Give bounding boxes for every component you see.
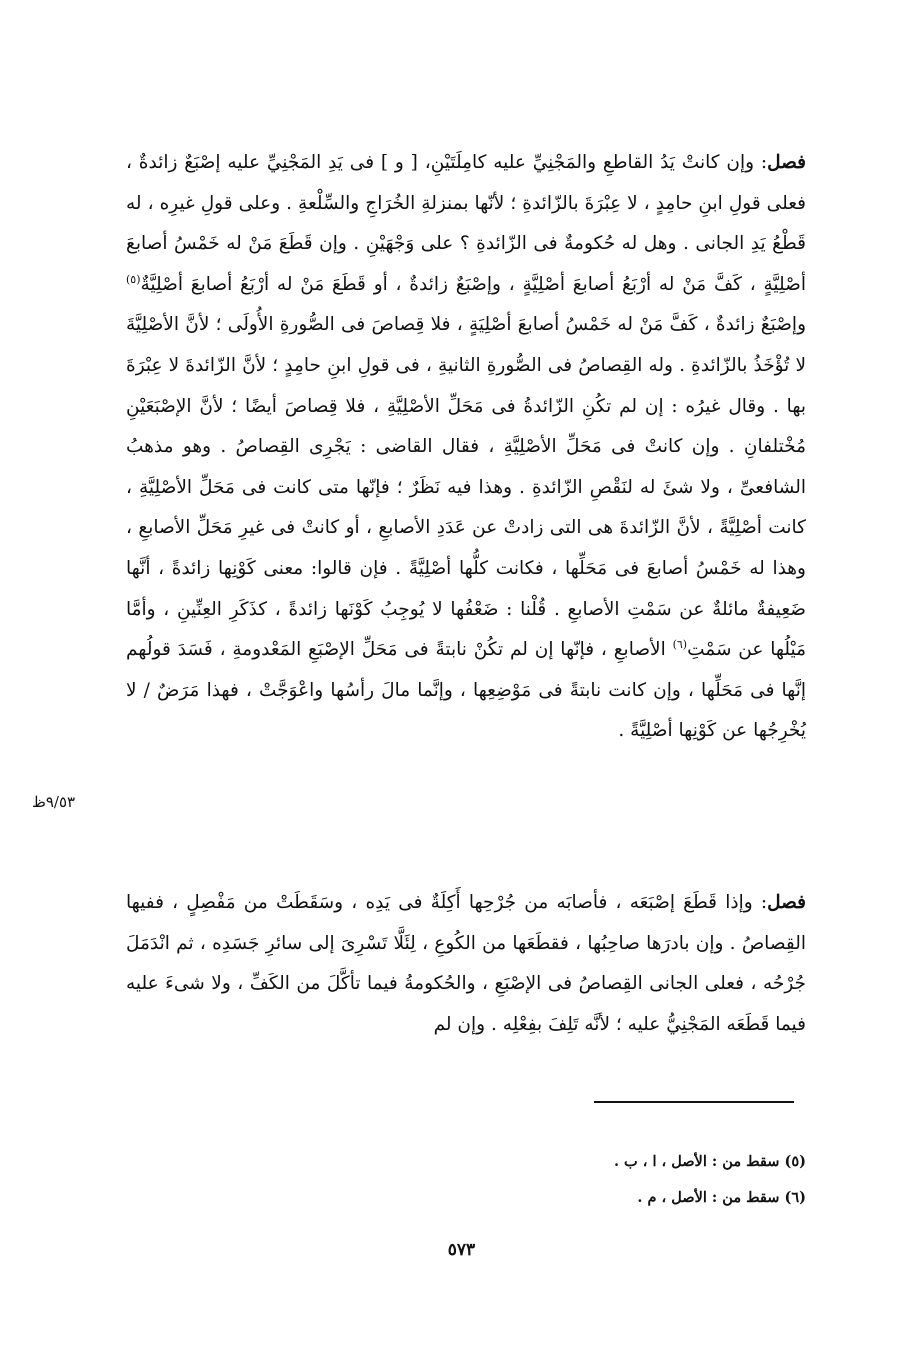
paragraph-1: [126, 143, 806, 752]
page-number: ٥٧٣: [447, 1240, 476, 1260]
footnote-5: (٥) سقط من : الأصل ، ا ، ب .: [613, 1153, 806, 1170]
paragraph-2: [126, 883, 806, 1045]
paragraph-1-text-c: الأصابعِ ، فإنّها إن لم تكُنْ نابتةً فى مَحَلِّ الإصْبَعِ المَعْدومةِ ، فَسَدَ قولُهم إنَّها فى مَحَلِّها ، وإن كانت نابتةً فى مَوْضِعِها ، وإنَّما مالَ رأسُها واعْوَجَّتْ ، فهذا مَرَضٌ / لا يُخْرِجُها عن كَوْنِها أصْلِيَّةً .: [126, 639, 806, 742]
footnote-ref-5: (٥): [126, 272, 141, 286]
margin-note: ٩/٥٣ظ: [32, 793, 76, 811]
footnotes: [426, 1144, 806, 1216]
footnote-divider: [594, 1101, 794, 1103]
section-heading-2: فصل: [767, 892, 806, 913]
paragraph-1-text-a: : وإن كانتْ يَدُ القاطعِ والمَجْنِيِّ عليه كامِلَتَيْنِ، [ و ] فى يَدِ المَجْنِيِّ عليه إصْبَعٌ زائدةٌ ، فعلى قولِ ابنِ حامِدٍ ، لا عِبْرَةَ بالزّائدةِ ؛ لأنّها بمنزلةِ الخُرَاجِ والسِّلْعةِ . وعلى قولِ غيرِه ، له قَطْعُ يَدِ الجانى . وهل له حُكومةٌ فى الزّائدةِ ؟ على وَجْهَيْنِ . وإن قَطَعَ مَنْ له خَمْسُ أصابعَ أصْلِيَّةٍ ، كَفَّ مَنْ له أرْبَعُ أصابعَ أصْلِيَّةٍ ، وإصْبَعٌ زائدةٌ ، أو قَطَعَ مَنْ له أرْبَعُ أصابعَ أصْلِيَّةٌ: [126, 152, 806, 295]
paragraph-2-text: : وإذا قَطَعَ إصْبَعَه ، فأصابَه من جُرْحِها أَكِلَةٌ فى يَدِه ، وسَقَطَتْ من مَفْصِلٍ ، ففيها القِصاصُ . وإن بادرَها صاحِبُها ، فقطَعَها من الكُوعِ ، لِئَلَّا تَسْرِىَ إلى سائرِ جَسَدِه ، ثم انْدَمَلَ جُرْحُه ، فعلى الجانى القِصاصُ فى الإصْبَعِ ، والحُكومةُ فيما تأكَّلَ من الكَفِّ ، ولا شىءَ عليه فيما قَطَعَه المَجْنِيُّ عليه ؛ لأنَّه تَلِفَ بفِعْلِه . وإن لم: [126, 892, 806, 1035]
footnote-6: (٦) سقط من : الأصل ، م .: [637, 1189, 806, 1206]
section-heading-1: فصل: [767, 152, 806, 173]
paragraph-1-text-b: وإصْبَعٌ زائدةٌ ، كَفَّ مَنْ له خَمْسُ أصابعَ أصْلِيَةٍ ، فلا قِصاصَ فى الصُّورةِ الأُولَى ؛ لأنَّ الأصْلِيَّةَ لا تُؤْخَذُ بالزّائدةِ . وله القِصاصُ فى الصُّورةِ الثانيةِ ، فى قولِ ابنِ حامِدٍ ؛ لأنَّ الزّائدةَ لا عِبْرَةَ بها . وقال غيرُه : إن لم تكُنِ الزّائدةُ فى مَحَلِّ الأصْلِيَّةِ ، فلا قِصاصَ أيضًا ؛ لأنَّ الإصْبَعَيْنِ مُخْتلفانِ . وإن كانتْ فى مَحَلِّ الأصْلِيَّةِ ، فقال القاضى : يَجْرِى القِصاصُ . وهو مذهبُ الشافعىِّ ، ولا شئَ له لنَقْصِ الزّائدةِ . وهذا فيه نَظَرٌ ؛ فإنّها متى كانت فى مَحَلِّ الأصْلِيَّةِ ، كانت أصْلِيَّةً ، لأنَّ الزّائدةَ هى التى زادتْ عن عَدَدِ الأصابعِ ، أو كانتْ فى غيرِ مَحَلِّ الأصابعِ ، وهذا له خَمْسُ أصابعَ فى مَحَلِّها ، فكانت كلُّها أصْلِيَّةً . فإن قالوا: معنى كَوْنِها زائدةً ، أنَّها ضَعِيفةٌ مائلةٌ عن سَمْتِ الأصابعِ . قُلْنا : ضَعْفُها لا يُوجِبُ كَوْنَها زائدةً ، كذَكَرِ العِنِّينِ ، وأمَّا مَيْلُها عن سَمْتِ: [126, 314, 806, 661]
footnote-ref-6: (٦): [672, 637, 688, 651]
